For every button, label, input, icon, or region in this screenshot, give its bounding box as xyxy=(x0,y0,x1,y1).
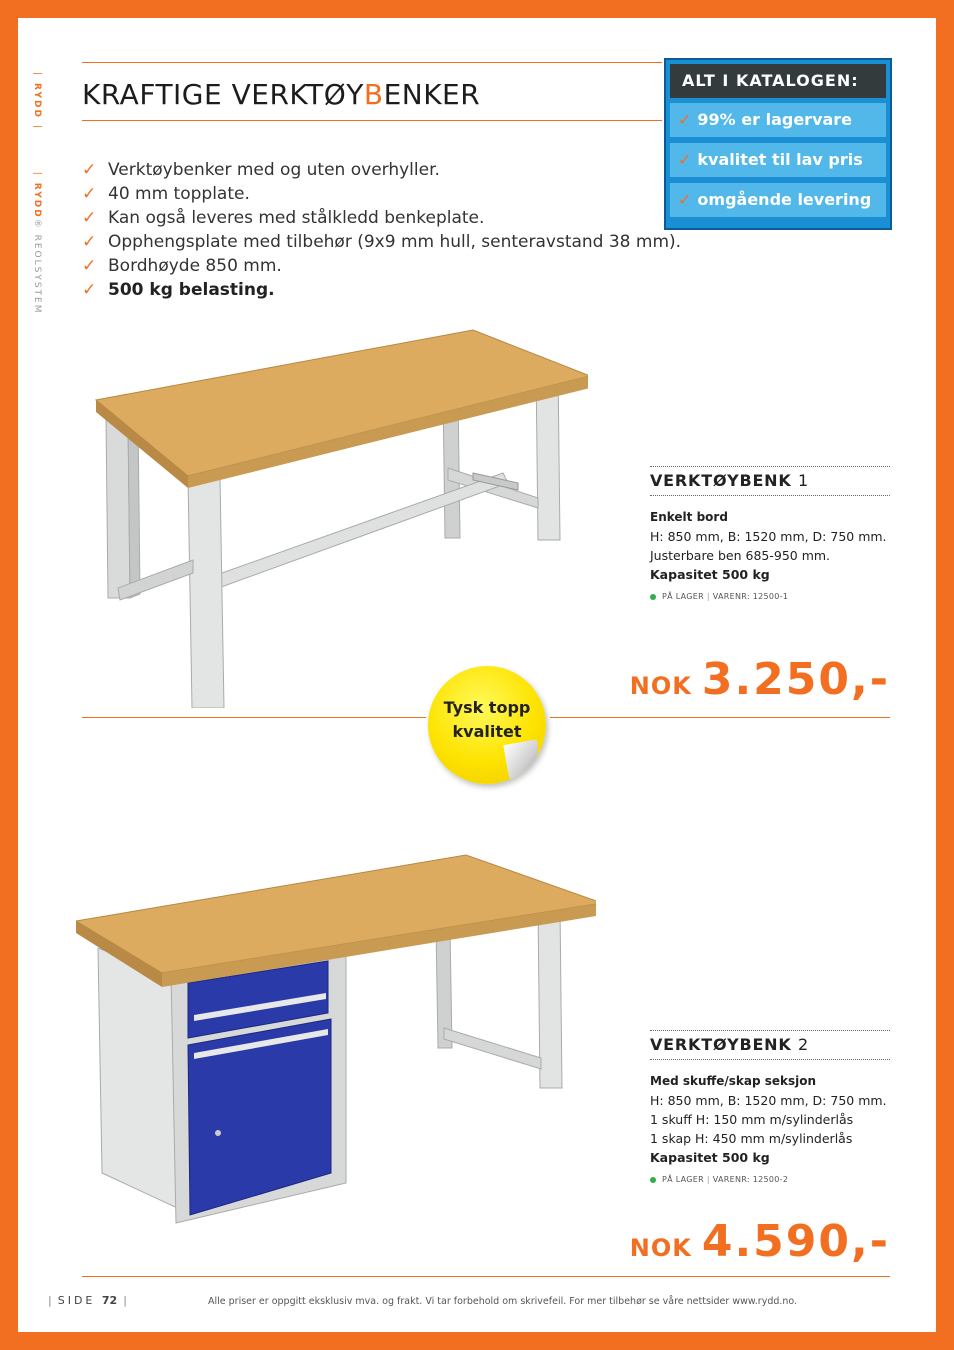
feature-text: Verktøybenker med og uten overhyller. xyxy=(108,160,440,180)
feature-item xyxy=(82,254,681,278)
product-spec: H: 850 mm, B: 1520 mm, D: 750 mm. xyxy=(650,1093,887,1108)
product-name-text: VERKTØYBENK xyxy=(650,471,792,490)
title-accent-letter: B xyxy=(363,78,384,111)
product-1 xyxy=(650,466,890,601)
sidebar-brand: |RYDD| |RYDD® REOLSYSTEM xyxy=(32,72,42,315)
product-capacity: Kapasitet 500 kg xyxy=(650,1150,770,1165)
side-label: SIDE xyxy=(57,1294,96,1307)
divider-dotted xyxy=(650,495,890,496)
product-number: 1 xyxy=(797,471,809,490)
catalog-heading: ALT I KATALOGEN: xyxy=(670,64,886,98)
footer-note: Alle priser er oppgitt eksklusiv mva. og frakt. Vi tar forbehold om skrivefeil. For mer tilbehør se våre nettsider www.rydd.no. xyxy=(208,1296,798,1307)
page-number-label xyxy=(58,1294,117,1307)
page-number: 72 xyxy=(101,1294,118,1307)
product-number: 2 xyxy=(797,1035,809,1054)
product-2 xyxy=(650,1030,890,1184)
check-icon: ✓ xyxy=(678,150,692,169)
sku-label: VARENR: 12500-2 xyxy=(712,1175,789,1184)
stock-status: PÅ LAGER | VARENR: 12500-1 xyxy=(650,592,890,601)
section-divider xyxy=(82,717,426,718)
feature-list xyxy=(82,158,681,302)
badge-line2: kvalitet xyxy=(452,722,522,741)
currency: NOK xyxy=(629,1234,692,1262)
product-name xyxy=(650,1031,890,1059)
check-icon: ✓ xyxy=(82,160,97,180)
check-icon: ✓ xyxy=(82,208,97,228)
product-capacity: Kapasitet 500 kg xyxy=(650,567,770,582)
check-icon: ✓ xyxy=(82,256,97,276)
catalog-item-label: 99% er lagervare xyxy=(697,110,853,129)
feature-text: 40 mm topplate. xyxy=(108,184,250,204)
catalog-box xyxy=(664,58,892,230)
footer-rule xyxy=(82,1276,890,1277)
product-name-text: VERKTØYBENK xyxy=(650,1035,792,1054)
stock-status: PÅ LAGER | VARENR: 12500-2 xyxy=(650,1175,890,1184)
feature-text: Bordhøyde 850 mm. xyxy=(108,256,282,276)
check-icon: ✓ xyxy=(678,190,692,209)
workbench-2-image xyxy=(76,833,596,1233)
title-rule xyxy=(82,120,662,121)
catalog-item-label: omgående levering xyxy=(697,190,872,209)
page-footer: | SIDE 72 | xyxy=(48,1294,127,1307)
price-2 xyxy=(630,1216,890,1267)
feature-item xyxy=(82,206,681,230)
page-title xyxy=(82,78,480,111)
product-name xyxy=(650,467,890,495)
sidebar-system-label: REOLSYSTEM xyxy=(32,234,42,315)
price-amount: 3.250,- xyxy=(701,654,890,705)
divider-dotted xyxy=(650,1059,890,1060)
price-amount: 4.590,- xyxy=(701,1216,890,1267)
title-part1: KRAFTIGE VERKTØY xyxy=(82,78,364,111)
top-rule xyxy=(82,62,662,63)
feature-text: Opphengsplate med tilbehør (9x9 mm hull, senteravstand 38 mm). xyxy=(108,232,682,252)
check-icon: ✓ xyxy=(678,110,692,129)
catalog-item xyxy=(670,143,886,177)
catalog-item xyxy=(670,103,886,137)
product-spec: 1 skuff H: 150 mm m/sylinderlås xyxy=(650,1112,854,1127)
stock-label: PÅ LAGER xyxy=(662,592,705,601)
check-icon: ✓ xyxy=(82,280,97,300)
product-spec: H: 850 mm, B: 1520 mm, D: 750 mm. xyxy=(650,529,887,544)
catalog-page xyxy=(18,18,936,1332)
title-part2: ENKER xyxy=(383,78,481,111)
sidebar-reg-mark: ® xyxy=(32,218,42,230)
product-spec: 1 skap H: 450 mm m/sylinderlås xyxy=(650,1131,853,1146)
check-icon: ✓ xyxy=(82,232,97,252)
feature-item xyxy=(82,158,681,182)
feature-text: Kan også leveres med stålkledd benkeplate. xyxy=(108,208,485,228)
product-subtitle: Med skuffe/skap seksjon xyxy=(650,1074,817,1088)
sku-label: VARENR: 12500-1 xyxy=(712,592,789,601)
product-subtitle: Enkelt bord xyxy=(650,510,728,524)
badge-line1: Tysk topp xyxy=(443,698,531,717)
in-stock-dot-icon xyxy=(650,594,656,600)
check-icon: ✓ xyxy=(82,184,97,204)
currency: NOK xyxy=(629,672,692,700)
workbench-1-image xyxy=(88,308,588,708)
product-spec: Justerbare ben 685-950 mm. xyxy=(650,548,831,563)
in-stock-dot-icon xyxy=(650,1177,656,1183)
page-curl-icon xyxy=(503,739,542,778)
feature-item xyxy=(82,230,681,254)
stock-label: PÅ LAGER xyxy=(662,1175,705,1184)
catalog-item xyxy=(670,183,886,217)
price-1 xyxy=(630,654,890,705)
feature-text: 500 kg belasting. xyxy=(108,280,275,300)
feature-item xyxy=(82,278,681,302)
catalog-item-label: kvalitet til lav pris xyxy=(697,150,863,169)
sidebar-brand-name: RYDD xyxy=(32,182,42,219)
sidebar-brand-top: RYDD xyxy=(32,83,42,119)
quality-badge xyxy=(428,666,546,784)
feature-item xyxy=(82,182,681,206)
section-divider xyxy=(550,717,890,718)
